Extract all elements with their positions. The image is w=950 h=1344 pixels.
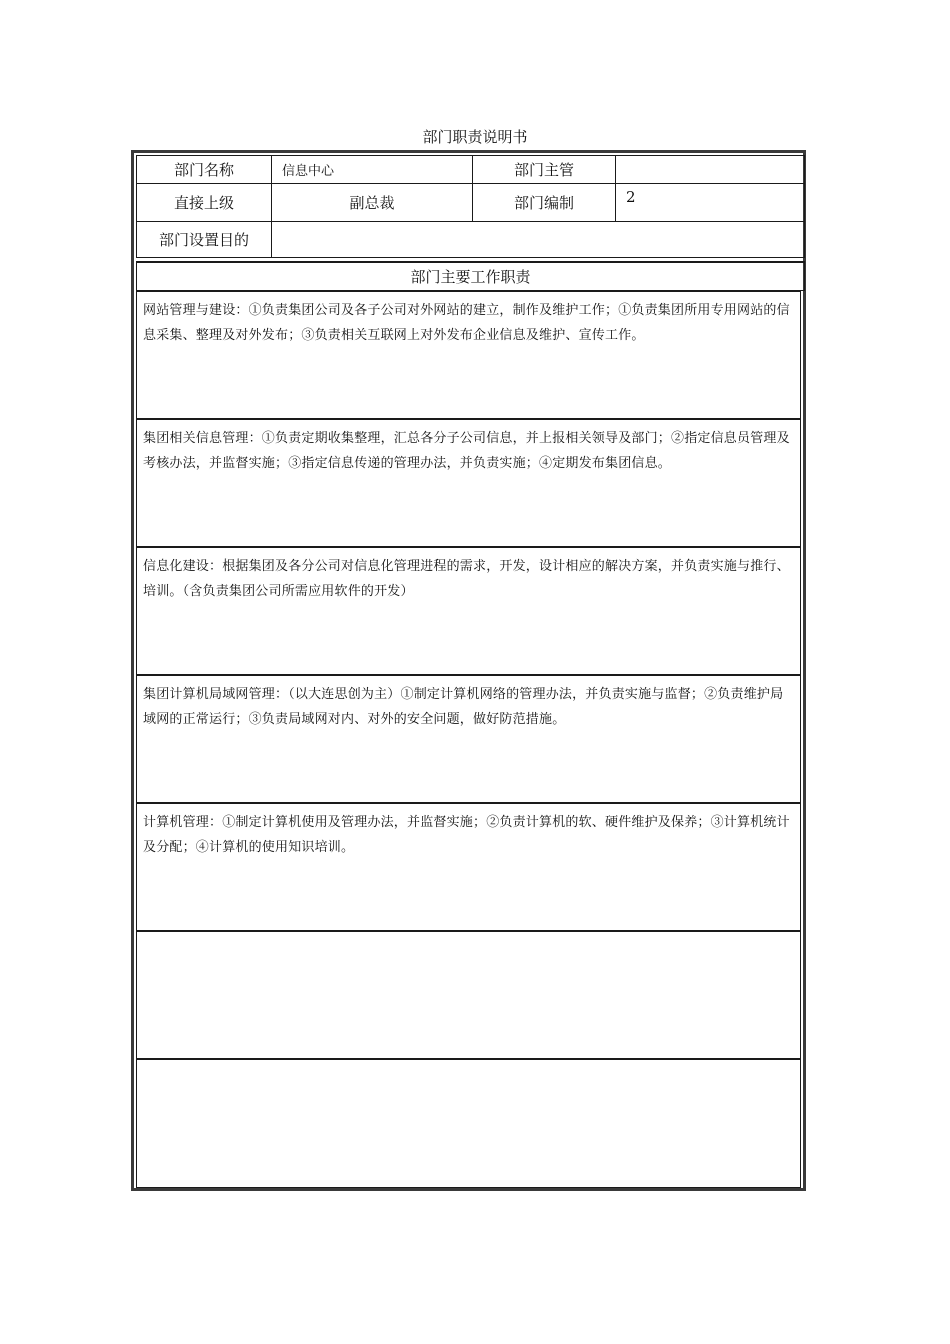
duties-heading: 部门主要工作职责 bbox=[136, 261, 805, 291]
form-grid bbox=[136, 155, 801, 1186]
duty-informatization: 信息化建设：根据集团及各分公司对信息化管理进程的需求，开发，设计相应的解决方案，并负责实施与推行、培训。（含负责集团公司所需应用软件的开发） bbox=[136, 546, 801, 675]
superior-label: 直接上级 bbox=[136, 183, 272, 222]
dept-name-value: 信息中心 bbox=[271, 155, 473, 184]
duty-website: 网站管理与建设：①负责集团公司及各子公司对外网站的建立，制作及维护工作；①负责集团所用专用网站的信息采集、整理及对外发布；③负责相关互联网上对外发布企业信息及维护、宣传工作。 bbox=[136, 290, 801, 420]
dept-head-value bbox=[615, 155, 805, 184]
duty-empty-2 bbox=[136, 1058, 801, 1188]
document-title: 部门职责说明书 bbox=[422, 128, 528, 146]
duty-info-management: 集团相关信息管理：①负责定期收集整理，汇总各分子公司信息，并上报相关领导及部门；②指定信息员管理及考核办法，并监督实施；③指定信息传递的管理办法，并负责实施；④定期发布集团信息。 bbox=[136, 418, 801, 547]
superior-value: 副总裁 bbox=[271, 183, 473, 222]
duty-lan-management: 集团计算机局域网管理：（以大连思创为主）①制定计算机网络的管理办法，并负责实施与监督；②负责维护局域网的正常运行；③负责局域网对内、对外的安全问题，做好防范措施。 bbox=[136, 674, 801, 803]
dept-name-label: 部门名称 bbox=[136, 155, 272, 184]
purpose-label: 部门设置目的 bbox=[136, 221, 272, 258]
headcount-label: 部门编制 bbox=[472, 183, 616, 222]
duty-empty-1 bbox=[136, 930, 801, 1059]
headcount-value: 2 bbox=[615, 183, 805, 222]
purpose-value bbox=[271, 221, 805, 258]
dept-head-label: 部门主管 bbox=[472, 155, 616, 184]
responsibility-form bbox=[131, 150, 806, 1191]
duty-computer-management: 计算机管理：①制定计算机使用及管理办法，并监督实施；②负责计算机的软、硬件维护及保养；③计算机统计及分配；④计算机的使用知识培训。 bbox=[136, 802, 801, 931]
